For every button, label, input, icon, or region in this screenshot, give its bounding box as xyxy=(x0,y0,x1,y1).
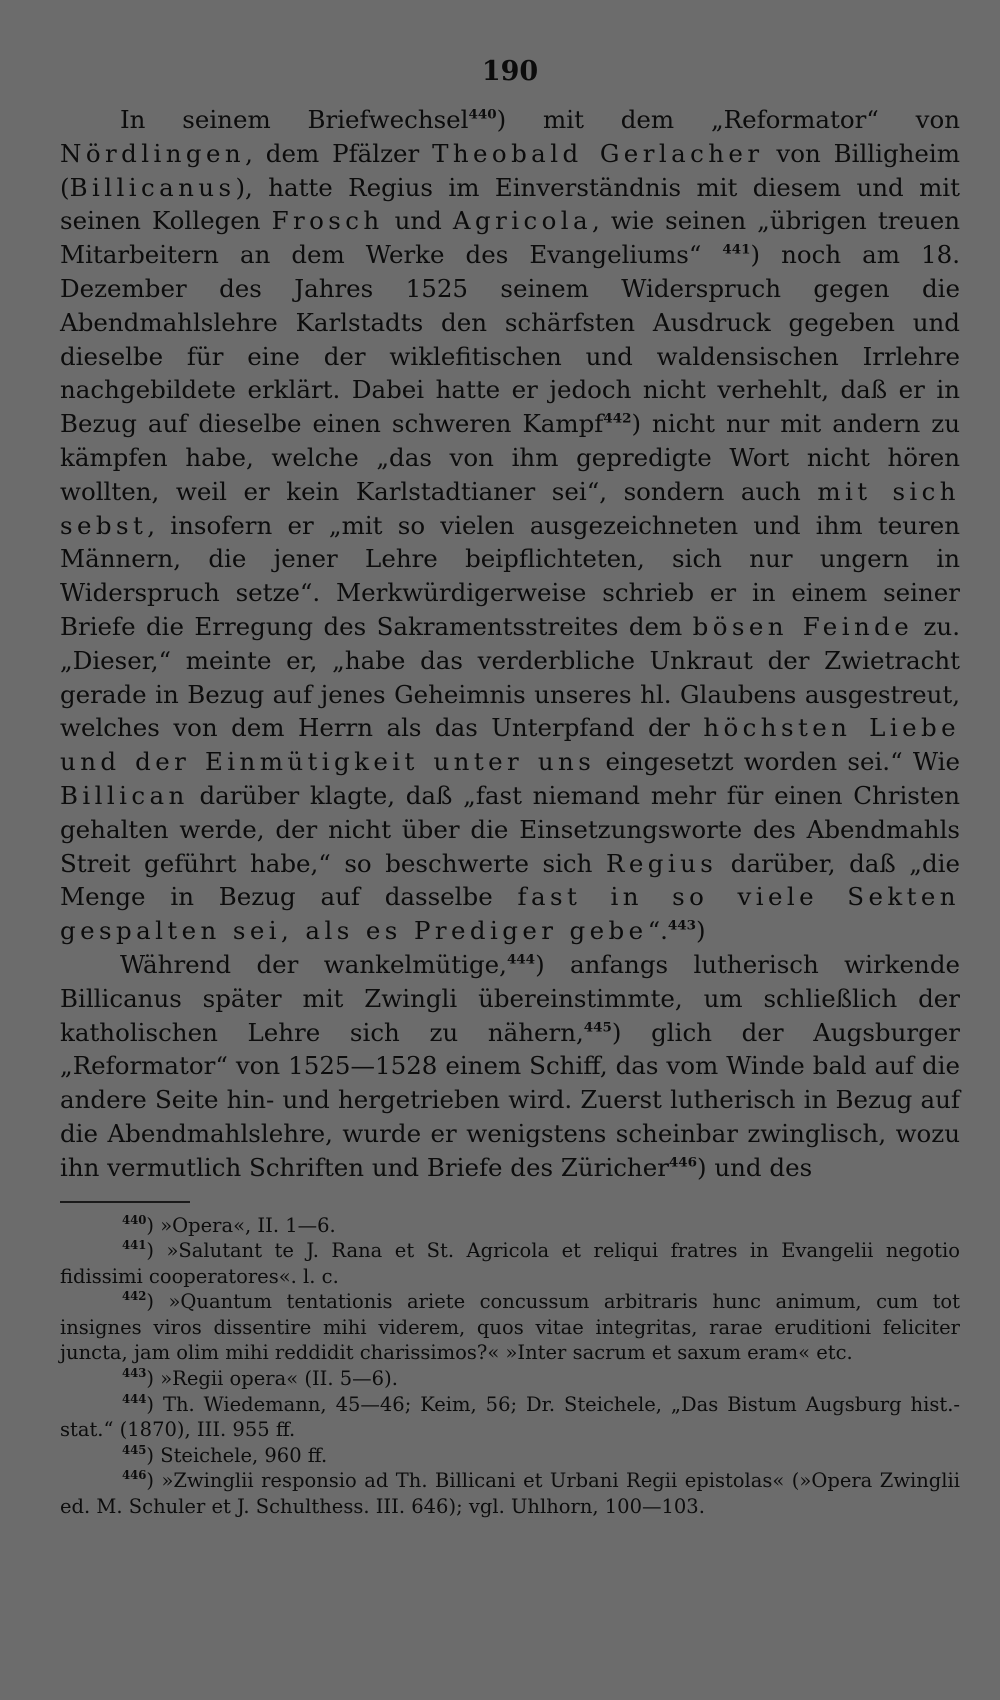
footnote-number: 443 xyxy=(122,1365,147,1380)
footnote-ref-441[interactable]: 441 xyxy=(722,241,751,258)
footnote-440 xyxy=(60,1213,960,1239)
text-run: eingesetzt worden sei.“ Wie xyxy=(595,747,960,777)
spaced-agricola: Agricola xyxy=(452,206,592,236)
text-run: darüber klagte, daß „fast niemand mehr für einen Christen gehalten werde, der nicht über die Einsetzungsworte des Abendmahls Streit geführt habe,“ so beschwerte sich xyxy=(60,780,960,878)
footnote-number: 440 xyxy=(122,1212,147,1227)
footnote-ref-446[interactable]: 446 xyxy=(668,1154,698,1171)
text-run: von Billigheim ( xyxy=(60,138,960,202)
footnote-445 xyxy=(60,1443,960,1469)
footnote-number: 445 xyxy=(122,1442,147,1457)
footnote-ref-440[interactable]: 440 xyxy=(468,106,497,123)
footnotes xyxy=(60,1213,960,1520)
paragraph-2 xyxy=(60,948,960,1185)
footnote-text: ) Th. Wiedemann, 45—46; Keim, 56; Dr. Steichele, „Das Bistum Augsburg hist.-stat.“ (1870), III. 955 ff. xyxy=(60,1392,960,1442)
footnote-text: ) Steichele, 960 ff. xyxy=(146,1443,328,1467)
footnote-ref-445[interactable]: 445 xyxy=(583,1019,612,1036)
spaced-noerdlingen: Nördlingen xyxy=(60,138,246,168)
footnote-number: 446 xyxy=(122,1468,147,1483)
spaced-frosch: Frosch xyxy=(271,206,384,236)
spaced-billicanus: Billicanus xyxy=(69,172,236,202)
text-run: ) xyxy=(696,916,706,946)
footnote-divider xyxy=(60,1201,190,1203)
book-page xyxy=(60,55,960,1520)
footnote-441 xyxy=(60,1238,960,1289)
text-run: “. xyxy=(647,916,668,946)
spaced-gerlacher: Theobald Gerlacher xyxy=(432,138,764,168)
text-run: ) anfangs lutherisch wirkende Billicanus später mit Zwingli übereinstimmte, um schließlich der katholischen Lehre sich zu nähern, xyxy=(60,949,960,1047)
footnote-text: ) »Opera«, II. 1—6. xyxy=(146,1213,336,1237)
text-run: und xyxy=(383,206,453,236)
text-run: ) nicht nur mit andern zu kämpfen habe, welche „das von ihm gepredigte Wort nicht hören wollten, weil er kein Karlstadtianer sei“, sondern auch xyxy=(60,409,960,506)
page-number: 190 xyxy=(481,56,539,87)
text-run: ) mit dem „Reformator“ von xyxy=(496,105,961,134)
footnote-443 xyxy=(60,1366,960,1392)
footnote-444 xyxy=(60,1392,960,1443)
paragraph-1 xyxy=(60,103,960,948)
text-run: ) noch am 18. Dezember des Jahres 1525 seinem Widerspruch gegen die Abendmahlslehre Karlstadts den schärfsten Ausdruck gegeben und dieselbe für eine der wiklefitischen und waldensischen Irrlehre nachgebildete erklärt. Dabei hatte er jedoch nicht verhehlt, daß er in Bezug auf dieselbe einen schweren Kampf xyxy=(60,240,960,439)
spaced-mit-sich: mit sich sebst xyxy=(60,476,960,540)
footnote-number: 444 xyxy=(122,1391,147,1406)
footnote-446 xyxy=(60,1468,960,1519)
footnote-number: 442 xyxy=(122,1289,147,1304)
text-run: , insofern er „mit so vielen ausgezeichneten und ihm teuren Männern, die jener Lehre beipflichteten, sich nur ungern in Widerspruch setze“. Merkwürdigerweise schrieb er in einem seiner Briefe die Erregung des Sakramentsstreites dem xyxy=(60,510,960,641)
text-run: ), hatte Regius im Einverständnis mit diesem und mit seinen Kollegen xyxy=(60,172,960,236)
text-run: , dem Pfälzer xyxy=(245,138,433,168)
text-run: zu. „Dieser,“ meinte er, „habe das verderbliche Unkraut der Zwietracht gerade in Bezug auf jenes Geheimnis unseres hl. Glaubens ausgestreut, welches von dem Herrn als das Unterpfand der xyxy=(60,611,960,743)
text-run: In seinem Briefwechsel xyxy=(120,105,469,134)
text-run: , wie seinen „übrigen treuen Mitarbeitern an dem Werke des Evangeliums“ xyxy=(60,206,960,270)
spaced-sekten: fast in so viele Sekten gespalten sei, als es Prediger gebe xyxy=(60,882,960,946)
text-run: Während der wankelmütige, xyxy=(120,949,507,979)
footnote-text: ) »Quantum tentationis ariete concussum arbitraris hunc animum, cum tot insignes viros dissentire mihi viderem, quos vitae integritas, rarae eruditioni feliciter juncta, jam olim mihi reddidit charissimos?« »Inter sacrum et saxum eram« etc. xyxy=(60,1290,960,1365)
main-text xyxy=(60,103,960,1185)
spaced-billican: Billican xyxy=(60,780,189,810)
spaced-boesen-feinde: bösen Feinde xyxy=(692,611,914,641)
footnote-text: ) »Zwinglii responsio ad Th. Billicani et Urbani Regii epistolas« (»Opera Zwinglii ed. M. Schuler et J. Schulthess. III. 646); vgl. Uhlhorn, 100—103. xyxy=(60,1469,960,1519)
footnote-number: 441 xyxy=(122,1237,147,1252)
footnote-text: ) »Regii opera« (II. 5—6). xyxy=(146,1367,398,1391)
footnote-ref-443[interactable]: 443 xyxy=(667,917,697,934)
footnote-ref-442[interactable]: 442 xyxy=(603,410,632,427)
text-run: ) und des xyxy=(697,1152,813,1182)
spaced-hoechsten: höchsten Liebe und der Einmütigkeit unter uns xyxy=(60,713,961,777)
text-run: ) glich der Augsburger „Reformator“ von 1525—1528 einem Schiff, das vom Winde bald auf die andere Seite hin- und hergetrieben wird. Zuerst lutherisch in Bezug auf die Abendmahlslehre, wurde er wenigstens scheinbar zwinglisch, wozu ihn vermutlich Schriften und Briefe des Züricher xyxy=(60,1017,960,1182)
spaced-regius: Regius xyxy=(605,848,718,878)
text-run: darüber, daß „die Menge in Bezug auf dasselbe xyxy=(60,848,960,912)
footnote-442 xyxy=(60,1289,960,1366)
footnote-text: ) »Salutant te J. Rana et St. Agricola et reliqui fratres in Evangelii negotio fidissimi cooperatores«. l. c. xyxy=(60,1239,960,1288)
footnote-ref-444[interactable]: 444 xyxy=(506,951,536,968)
